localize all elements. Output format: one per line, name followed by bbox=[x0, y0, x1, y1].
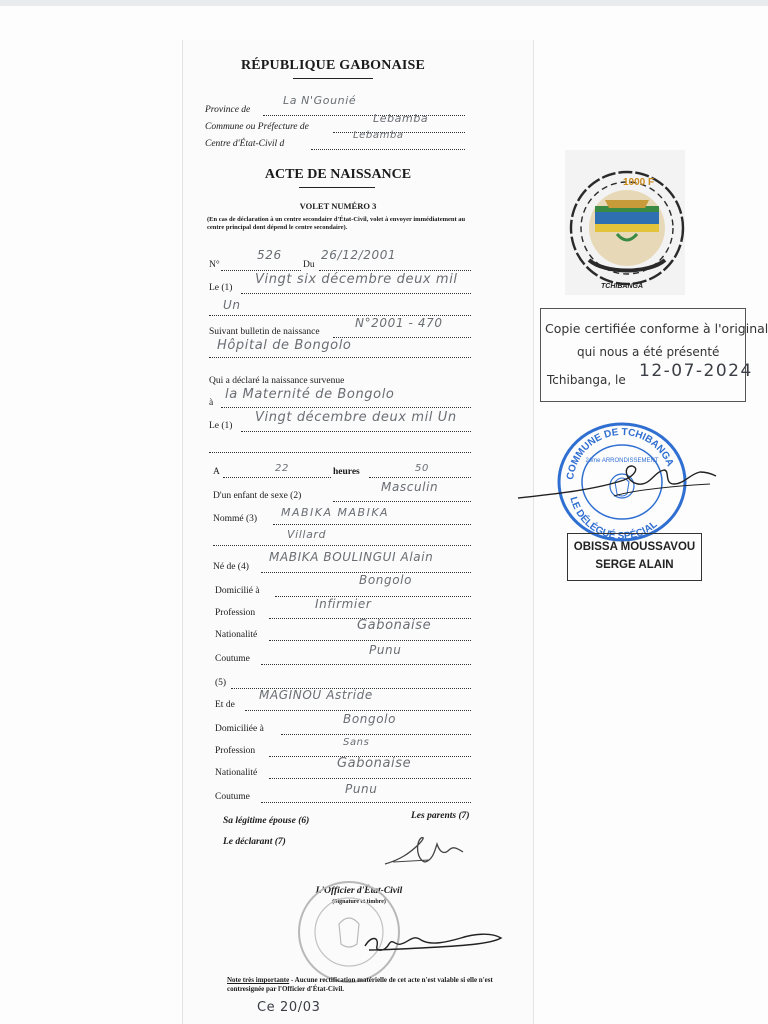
seal-bottom-text: LE DÉLÉGUÉ SPÉCIAL bbox=[567, 495, 660, 543]
profession-label: Profession bbox=[215, 608, 256, 618]
nationalite2-value: Gabonaise bbox=[337, 756, 412, 771]
officier-sub: (Signature et timbre) bbox=[332, 899, 386, 905]
a-value: la Maternité de Bongolo bbox=[225, 387, 395, 402]
profession2-label: Profession bbox=[215, 746, 256, 756]
ne-value: MABIKA BOULINGUI Alain bbox=[269, 550, 434, 564]
certified-line3: Tchibanga, le bbox=[547, 373, 626, 387]
sexe-label: D'un enfant de sexe (2) bbox=[213, 491, 302, 501]
coutume2-label: Coutume bbox=[215, 792, 250, 802]
delegate-signature bbox=[514, 450, 720, 516]
seal-sub-text: 2ème ARRONDISSEMENT bbox=[585, 458, 659, 464]
note-bold: Note très importante bbox=[227, 976, 290, 984]
certified-line2: qui nous a été présenté bbox=[577, 345, 720, 359]
time-hour-dots bbox=[223, 477, 331, 478]
bulletin-value-2: Hôpital de Bongolo bbox=[217, 338, 352, 353]
et-value: MAGINOU Astride bbox=[259, 688, 373, 702]
time-label: A bbox=[213, 467, 220, 477]
declarant-label: Le déclarant (7) bbox=[223, 837, 286, 847]
ce-value: Ce 20/03 bbox=[257, 1000, 321, 1015]
fiscal-stamp bbox=[565, 150, 685, 295]
le1b-dots-2 bbox=[209, 452, 471, 453]
signatory-line1: OBISSA MOUSSAVOU bbox=[573, 541, 696, 553]
sexe-dots bbox=[333, 501, 471, 502]
nomme-label: Nommé (3) bbox=[213, 514, 258, 524]
le1-value-2: Un bbox=[223, 298, 241, 312]
five-label: (5) bbox=[215, 678, 227, 688]
declared-label: Qui a déclaré la naissance survenue bbox=[209, 376, 345, 386]
coutume2-dots bbox=[261, 802, 471, 803]
parent-signature bbox=[379, 830, 471, 872]
epouse-label: Sa légitime épouse (6) bbox=[223, 816, 310, 826]
time-min: 50 bbox=[415, 463, 429, 474]
time-hour: 22 bbox=[275, 463, 289, 474]
le1-label: Le (1) bbox=[209, 283, 233, 293]
sexe-value: Masculin bbox=[381, 480, 439, 494]
nationalite2-label: Nationalité bbox=[215, 768, 258, 778]
stamp-city: TCHIBANGA bbox=[601, 283, 643, 290]
certified-copy-stamp bbox=[540, 308, 768, 402]
nomme-value: MABIKA MABIKA bbox=[281, 506, 390, 519]
profession-value: Infirmier bbox=[315, 597, 372, 611]
coutume-label: Coutume bbox=[215, 654, 250, 664]
heures-label: heures bbox=[333, 467, 360, 477]
parents-label: Les parents (7) bbox=[411, 811, 470, 821]
domicile2-dots bbox=[281, 734, 471, 735]
nationalite-label: Nationalité bbox=[215, 630, 258, 640]
domicile-label: Domicilié à bbox=[215, 586, 260, 596]
certified-date: 12-07-2024 bbox=[639, 361, 753, 381]
province-label: Province de bbox=[205, 105, 251, 115]
centre-label: Centre d'État-Civil d bbox=[205, 139, 285, 149]
nationalite-dots bbox=[269, 640, 471, 641]
province-value: La N'Gounié bbox=[283, 94, 357, 107]
le1b-dots bbox=[241, 431, 471, 432]
coutume-value: Punu bbox=[369, 643, 402, 657]
numero-value: 526 bbox=[257, 248, 282, 262]
domicile2-label: Domiciliée à bbox=[215, 724, 264, 734]
bulletin-dots-2 bbox=[209, 357, 471, 358]
coutume-dots bbox=[261, 664, 471, 665]
stamp-value: 1000 F bbox=[623, 177, 655, 188]
officer-signature bbox=[361, 922, 507, 958]
note-text: - Aucune rectification matérielle de cet acte n'est valable si elle n'est contresignée par l'Officier d'État-Civil. bbox=[227, 976, 493, 993]
et-dots bbox=[245, 710, 471, 711]
le1-value-1: Vingt six décembre deux mil bbox=[255, 272, 458, 287]
domicile-dots bbox=[275, 596, 471, 597]
seal-top-text: COMMUNE DE TCHIBANGA bbox=[565, 426, 676, 481]
centre-dots bbox=[311, 149, 465, 150]
nomme-dots bbox=[273, 524, 471, 525]
le1-dots bbox=[241, 293, 471, 294]
bulletin-dots bbox=[333, 337, 471, 338]
nationalite2-dots bbox=[269, 778, 471, 779]
time-min-dots bbox=[369, 477, 471, 478]
du-label: Du bbox=[303, 260, 315, 270]
profession2-value: Sans bbox=[343, 737, 370, 748]
fiscal-stamp-art bbox=[565, 150, 685, 295]
header-rule bbox=[293, 78, 373, 79]
commune-label: Commune ou Préfecture de bbox=[205, 122, 309, 132]
a-label: à bbox=[209, 398, 214, 408]
bulletin-value: N°2001 - 470 bbox=[355, 316, 443, 330]
title-rule bbox=[299, 187, 375, 188]
birth-certificate-form bbox=[182, 40, 534, 1024]
republic-header: RÉPUBLIQUE GABONAISE bbox=[240, 58, 426, 73]
domicile-value: Bongolo bbox=[359, 573, 413, 587]
certified-line1: Copie certifiée conforme à l'original bbox=[545, 321, 768, 336]
nomme-value-2: Villard bbox=[287, 528, 327, 541]
le1b-value: Vingt décembre deux mil Un bbox=[255, 410, 457, 425]
numero-dots bbox=[221, 270, 301, 271]
nomme-dots-2 bbox=[213, 545, 471, 546]
centre-value: Lebamba bbox=[353, 130, 404, 141]
a-dots bbox=[221, 407, 471, 408]
volet-note: (En cas de déclaration à un centre secondaire d'État-Civil, volet à envoyer immédiatement au centre principal dont dépend le centre secondaire). bbox=[207, 216, 466, 231]
le1b-label: Le (1) bbox=[209, 421, 233, 431]
commune-value: Lebamba bbox=[373, 112, 429, 125]
numero-label: N° bbox=[209, 260, 220, 270]
volet-number: VOLET NUMÉRO 3 bbox=[299, 201, 377, 211]
nationalite-value: Gabonaise bbox=[357, 618, 432, 633]
du-value: 26/12/2001 bbox=[321, 248, 397, 262]
et-label: Et de bbox=[215, 700, 235, 710]
scan-edge bbox=[0, 0, 768, 6]
bulletin-label: Suivant bulletin de naissance bbox=[209, 327, 320, 337]
province-dots bbox=[263, 115, 465, 116]
document-title: ACTE DE NAISSANCE bbox=[264, 167, 412, 182]
signatory-name-stamp bbox=[567, 533, 702, 581]
signatory-line2: SERGE ALAIN bbox=[595, 559, 674, 571]
coutume2-value: Punu bbox=[345, 782, 378, 796]
rectification-note bbox=[227, 976, 497, 994]
domicile2-value: Bongolo bbox=[343, 712, 397, 726]
officier-label: L'Officier d'État-Civil bbox=[315, 886, 403, 896]
ne-label: Né de (4) bbox=[213, 562, 249, 572]
du-dots bbox=[319, 270, 471, 271]
